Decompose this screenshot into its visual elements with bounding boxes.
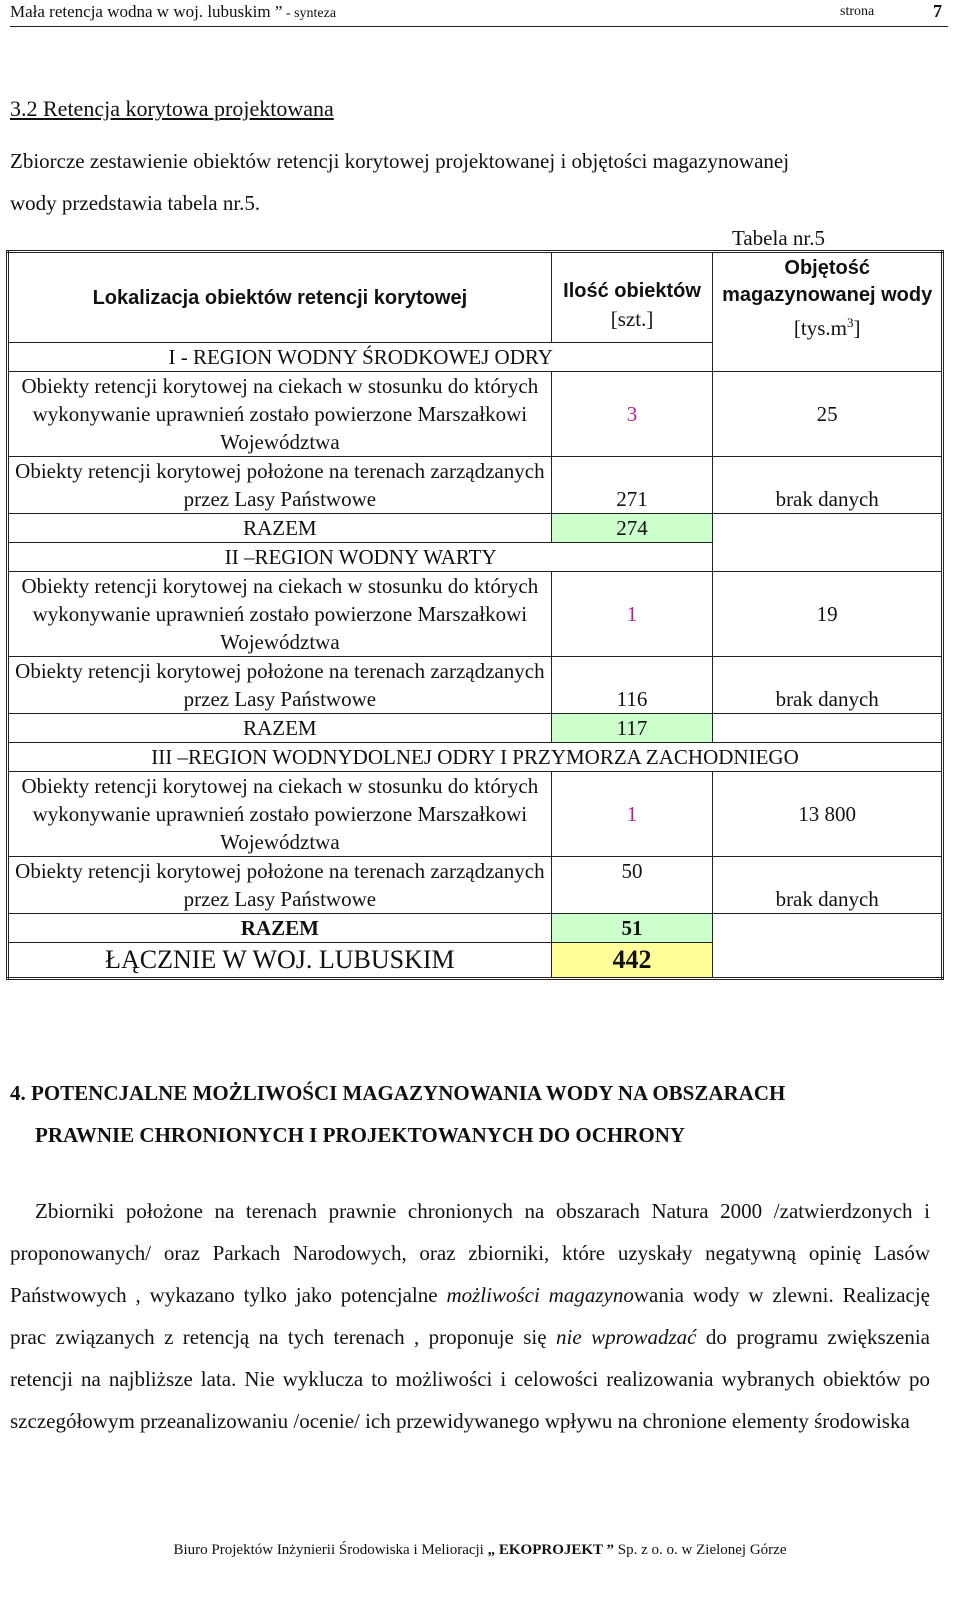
table-row [8,856,943,913]
row-label: Obiekty retencji korytowej na ciekach w stosunku do których wykonywanie uprawnień zostało powierzone Marszałkowi Województwa [8,771,552,856]
header-location-cell [8,252,552,343]
total-count: 117 [551,713,713,742]
total-label: RAZEM [8,513,552,542]
header-title: Mała retencja wodna w woj. lubuskim ” [10,2,283,21]
grand-total-label: ŁĄCZNIE W WOJ. LUBUSKIM [8,942,552,978]
footer-part-1: Biuro Projektów Inżynierii Środowiska i Melioracji [173,1542,488,1558]
row-label: Obiekty retencji korytowej położone na terenach zarządzanych przez Lasy Państwowe [8,856,552,913]
paragraph-indent [10,1199,35,1223]
row-volume: brak danych [713,856,943,913]
header-location: Lokalizacja obiektów retencji korytowej [92,286,468,309]
header-volume-unit-sup: 3 [846,315,854,330]
row-count: 116 [551,656,713,713]
footer-company: „ EKOPROJEKT ” [487,1542,615,1558]
region-name: III –REGION WODNYDOLNEJ ODRY I PRZYMORZA ZACHODNIEGO [8,742,943,771]
header-count-unit: [szt.] [610,307,654,332]
table-header-row [8,252,943,343]
section-4-paragraph [10,1190,930,1442]
section-4-heading-line-1: 4. POTENCJALNE MOŻLIWOŚCI MAGAZYNOWANIA WODY NA OBSZARACH [10,1081,786,1105]
footer-part-2: Sp. z o. o. w Zielonej Górze [614,1542,787,1558]
section-4-heading [10,1072,940,1156]
intro-line-1: Zbiorcze zestawienie obiektów retencji korytowej projektowanej i objętości magazynowanej [10,149,790,173]
page-header [10,0,948,27]
region-row [8,342,943,371]
header-volume-unit: [tys.m [793,316,847,340]
paragraph-text-e: do programu zwiększenia retencji na najbliższe lata. Nie wyklucza to możliwości i celowości realizowania wybranych obiektów po szczegółowym przeanalizowaniu /ocenie/ ich przewidywanego wpływu na chronione elementy środowiska [10,1325,930,1433]
region-name: I - REGION WODNY ŚRODKOWEJ ODRY [8,342,713,371]
total-count: 51 [551,913,713,942]
row-volume: 19 [713,571,943,656]
table-row [8,371,943,456]
header-volume-unit-end: ] [853,316,861,340]
total-row [8,913,943,942]
region-volume-empty [713,542,943,571]
page-label: strona [840,4,875,19]
header-count-cell [551,252,713,343]
page-number: 7 [933,1,942,21]
row-count: 3 [551,371,713,456]
paragraph-text-c: wania wody w zlewni. Realizację prac związanych z retencją na tych terenach , proponuje się [10,1283,931,1349]
total-row [8,713,943,742]
table-row [8,571,943,656]
total-row [8,513,943,542]
row-label: Obiekty retencji korytowej na ciekach w stosunku do których wykonywanie uprawnień zostało powierzone Marszałkowi Województwa [8,571,552,656]
grand-total-count: 442 [551,942,713,978]
row-volume: brak danych [713,656,943,713]
table-row [8,656,943,713]
region-row [8,742,943,771]
row-label: Obiekty retencji korytowej położone na terenach zarządzanych przez Lasy Państwowe [8,656,552,713]
paragraph-italic-2: nie wprowadzać [556,1325,697,1349]
row-count: 50 [551,856,713,913]
total-count: 274 [551,513,713,542]
table-row [8,771,943,856]
row-volume: 13 800 [713,771,943,856]
header-subtitle: - synteza [282,6,337,21]
intro-paragraph [10,140,940,224]
table-row [8,456,943,513]
row-label: Obiekty retencji korytowej położone na terenach zarządzanych przez Lasy Państwowe [8,456,552,513]
row-volume: 25 [713,371,943,456]
header-volume-unit-wrap [717,309,937,342]
header-count: Ilość obiektów [563,280,701,303]
region-volume-empty [713,342,943,371]
total-volume-empty [713,913,943,978]
row-label: Obiekty retencji korytowej na ciekach w stosunku do których wykonywanie uprawnień zostało powierzone Marszałkowi Województwa [8,371,552,456]
header-title-wrap [10,2,336,22]
page-footer [0,1542,960,1559]
paragraph-italic-1: możliwości magazyno [446,1283,634,1307]
row-count: 271 [551,456,713,513]
header-volume: Objętość magazynowanej wody [722,257,933,306]
region-row [8,542,943,571]
total-volume-empty [713,713,943,742]
header-volume-cell [713,252,943,343]
intro-line-2: wody przedstawia tabela nr.5. [10,191,261,215]
total-label: RAZEM [8,913,552,942]
row-count: 1 [551,571,713,656]
region-name: II –REGION WODNY WARTY [8,542,713,571]
total-volume-empty [713,513,943,542]
row-volume: brak danych [713,456,943,513]
section-4-heading-line-2: PRAWNIE CHRONIONYCH I PROJEKTOWANYCH DO OCHRONY [35,1123,686,1147]
row-count: 1 [551,771,713,856]
retention-table [6,250,944,980]
paragraph-text-a: Zbiorniki położone na terenach prawnie chronionych na obszarach Natura 2000 /zatwierdzonych i proponowanych/ oraz Parkach Narodowych, oraz zbiorniki, które uzyskały negatywną opinię Lasów Państwowych , wykazano tylko jako potencjalne [10,1199,930,1307]
section-heading: 3.2 Retencja korytowa projektowana [10,96,334,121]
table-label: Tabela nr.5 [732,226,825,250]
total-label: RAZEM [8,713,552,742]
